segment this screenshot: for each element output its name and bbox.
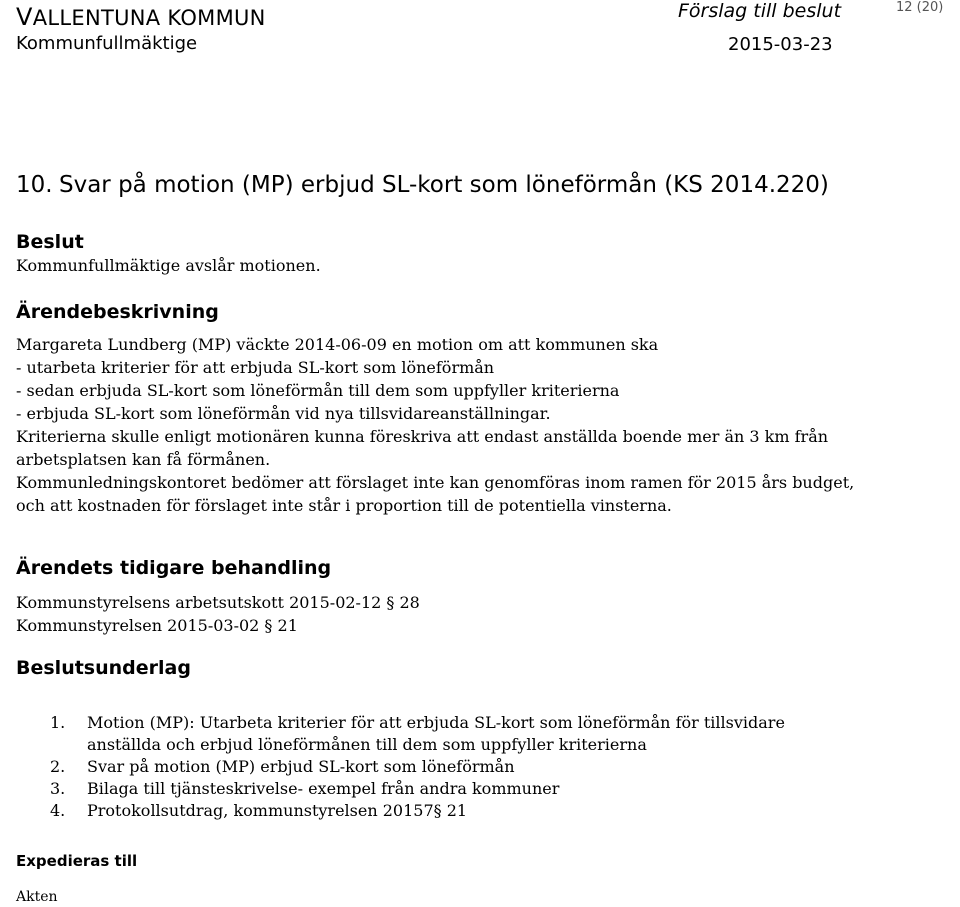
page-number: 12 (20) xyxy=(896,0,944,15)
beslutsunderlag-list xyxy=(50,712,930,822)
tidigare-heading: Ärendets tidigare behandling xyxy=(16,557,332,579)
history-line: Kommunstyrelsen 2015-03-02 § 21 xyxy=(16,616,298,635)
arendebeskrivning-heading: Ärendebeskrivning xyxy=(16,301,219,323)
department-name: Kommunfullmäktige xyxy=(16,33,198,54)
expedieras-recipient: Akten xyxy=(16,889,58,905)
body-line: Margareta Lundberg (MP) väckte 2014-06-09 en motion om att kommunen ska xyxy=(16,335,659,354)
list-item: 3. Bilaga till tjänsteskrivelse- exempel från andra kommuner xyxy=(50,779,560,798)
proposal-label: Förslag till beslut xyxy=(678,0,842,22)
list-item: 4. Protokollsutdrag, kommunstyrelsen 20157§ 21 xyxy=(50,801,468,820)
body-line: - sedan erbjuda SL-kort som löneförmån till dem som uppfyller kriterierna xyxy=(16,381,620,400)
tidigare-body xyxy=(16,591,936,637)
page-title xyxy=(16,172,829,198)
organization-name: VALLENTUNA KOMMUN xyxy=(16,3,266,31)
expedieras-heading: Expedieras till xyxy=(16,852,138,870)
item-title: Svar på motion (MP) erbjud SL-kort som löneförmån (KS 2014.220) xyxy=(59,172,829,198)
body-line: - utarbeta kriterier för att erbjuda SL-kort som löneförmån xyxy=(16,358,495,377)
body-line: Kriterierna skulle enligt motionären kunna föreskriva att endast anställda boende mer än 3 km från xyxy=(16,427,829,446)
beslutsunderlag-heading: Beslutsunderlag xyxy=(16,657,191,679)
item-number: 10. xyxy=(16,172,53,198)
beslut-text: Kommunfullmäktige avslår motionen. xyxy=(16,256,321,275)
body-line: och att kostnaden för förslaget inte står i proportion till de potentiella vinsterna. xyxy=(16,496,672,515)
arendebeskrivning-body xyxy=(16,333,936,517)
document-date: 2015-03-23 xyxy=(728,34,833,55)
beslut-heading: Beslut xyxy=(16,231,84,253)
list-item: 2. Svar på motion (MP) erbjud SL-kort som löneförmån xyxy=(50,757,515,776)
history-line: Kommunstyrelsens arbetsutskott 2015-02-12 § 28 xyxy=(16,593,420,612)
body-line: - erbjuda SL-kort som löneförmån vid nya tillsvidareanställningar. xyxy=(16,404,551,423)
body-line: arbetsplatsen kan få förmånen. xyxy=(16,450,271,469)
list-item: 1. Motion (MP): Utarbeta kriterier för att erbjuda SL-kort som löneförmån för tillsvidare anställda och erbjud löneförmånen till dem som uppfyller kriterierna xyxy=(50,713,785,754)
body-line: Kommunledningskontoret bedömer att förslaget inte kan genomföras inom ramen för 2015 års budget, xyxy=(16,473,855,492)
